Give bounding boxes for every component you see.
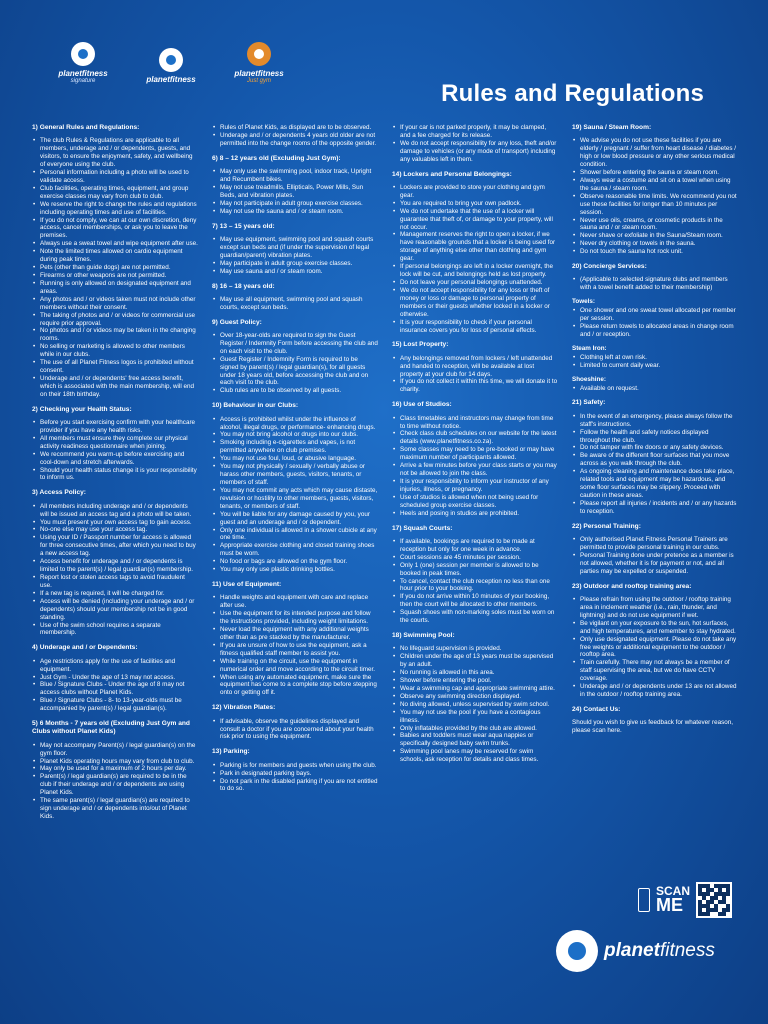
rule-item: • In the event of an emergency, please always follow the staff's instructions. — [580, 413, 738, 429]
rule-item: • Access will be denied (including your underage and / or dependents) should your membership not be in good standing. — [40, 598, 198, 622]
rule-item: • Report lost or stolen access tags to avoid fraudulent use. — [40, 574, 198, 590]
rule-item: • Firearms or other weapons are not permitted. — [40, 272, 198, 280]
rule-item: • Handle weights and equipment with care and replace after use. — [220, 594, 378, 610]
rule-item: • No food or bags are allowed on the gym floor. — [220, 558, 378, 566]
section-title: 7) 13 – 15 years old: — [212, 222, 275, 230]
rule-list — [572, 276, 738, 292]
rule-list — [392, 538, 558, 625]
subsection-title: Steam Iron: — [572, 344, 607, 352]
section-title: 14) Lockers and Personal Belongings: — [392, 170, 512, 178]
rule-item: • Access is prohibited whilst under the influence of alcohol, illegal drugs, or performance- enhancing drugs. — [220, 416, 378, 432]
rule-item: • Squash shoes with non-marking soles must be worn on the courts. — [400, 609, 558, 625]
rule-item: • Only inflatables provided by the club are allowed. — [400, 725, 558, 733]
rule-item: • Check class club schedules on our website for the latest details (www.planetfitness.co.za). — [400, 430, 558, 446]
rule-item: • May not use treadmills, Ellipticals, Power Mills, Sun Beds, and vibration plates. — [220, 184, 378, 200]
rule-item: • We do not undertake that the use of a locker will guarantee that theft of, or damage to your property, will not occur. — [400, 208, 558, 232]
planet-logo-icon — [71, 42, 95, 66]
logo-word: planetfitness — [146, 75, 196, 84]
section-title: 12) Vibration Plates: — [212, 704, 276, 712]
rule-item: • All members must ensure they complete our physical activity readiness questionnaire when joining. — [40, 435, 198, 451]
rule-item: • You are required to bring your own padlock. — [400, 200, 558, 208]
rule-item: • Never load the equipment with any additional weights other than as pre stacked by the manufacturer. — [220, 626, 378, 642]
rule-item: • Planet Kids operating hours may vary from club to club. — [40, 758, 198, 766]
phone-icon — [638, 888, 650, 912]
rule-item: • Available on request. — [580, 385, 738, 393]
logo-word: planetfitness — [58, 69, 108, 78]
logo-justgym — [228, 42, 290, 84]
rule-item: • Shower before entering the sauna or steam room. — [580, 169, 738, 177]
rule-item: • Never shave or exfoliate in the Sauna/Steam room. — [580, 232, 738, 240]
section-title: 21) Safety: — [572, 399, 606, 407]
rule-item: • We advise you do not use these facilities if you are elderly / pregnant / suffer from heart disease / diabetes / high or low blood pressure or any other serious medical condition. — [580, 137, 738, 169]
scan-line1: SCAN — [656, 883, 691, 898]
rule-item: • No-one else may use your access tag. — [40, 526, 198, 534]
rule-item: • Park in designated parking bays. — [220, 770, 378, 778]
rules-column — [572, 124, 738, 825]
rule-list — [392, 415, 558, 518]
rule-item: • May use all equipment, swimming pool and squash courts, except sun beds. — [220, 296, 378, 312]
rule-item: • You may not bring alcohol or drugs into our clubs. — [220, 431, 378, 439]
qr-code-icon[interactable] — [696, 882, 732, 918]
rule-list — [572, 307, 738, 339]
rule-item: • To cancel, contact the club reception no less than one hour prior to your booking. — [400, 578, 558, 594]
rule-item: • No lifeguard supervision is provided. — [400, 645, 558, 653]
rule-item: • No photos and / or videos may be taken in the changing rooms. — [40, 327, 198, 343]
rule-item: • Do not leave your personal belongings unattended. — [400, 279, 558, 287]
rule-item: • Clothing left at own risk. — [580, 354, 738, 362]
rule-item: • You may only use plastic drinking bottles. — [220, 566, 378, 574]
rule-item: • Using your ID / Passport number for access is allowed for three consecutive times, after which you need to buy a new access tag. — [40, 534, 198, 558]
rule-item: • May not use the sauna and / or steam room. — [220, 208, 378, 216]
rule-item: • Be aware of the different floor surfaces that you move across as you walk through the club. — [580, 452, 738, 468]
rule-item: • Do not tamper with fire doors or any safety devices. — [580, 444, 738, 452]
rule-item: • Personal information including a photo will be used to validate access. — [40, 169, 198, 185]
rule-item: • Only 1 (one) session per member is allowed to be booked in peak times. — [400, 562, 558, 578]
rule-item: • Rules of Planet Kids, as displayed are to be observed. — [220, 124, 378, 132]
rules-columns — [32, 124, 738, 825]
rule-list — [212, 168, 378, 216]
rule-item: • The same parent(s) / legal guardian(s) are required to sign underage and / or dependents into/out of Planet Kids. — [40, 797, 198, 821]
rule-item: • Use the equipment for its intended purpose and follow the instructions provided, including weight limitations. — [220, 610, 378, 626]
rule-item: • You may not physically / sexually / verbally abuse or harass other members, guests, visitors, tenants, or members of staff. — [220, 463, 378, 487]
rule-list — [32, 742, 198, 821]
rule-item: • May use sauna and / or steam room. — [220, 268, 378, 276]
rule-item: • Never use oils, creams, or cosmetic products in the sauna and / or steam room. — [580, 217, 738, 233]
section-title: 18) Swimming Pool: — [392, 632, 455, 640]
rule-list — [572, 413, 738, 516]
rule-list — [572, 596, 738, 699]
rule-list — [212, 718, 378, 742]
rule-item: • Swimming pool lanes may be reserved for swim schools, ask reception for details and class times. — [400, 748, 558, 764]
scan-line2: ME — [656, 895, 683, 916]
rule-item: • Any photos and / or videos taken must not include other members without their consent. — [40, 296, 198, 312]
section-title: 10) Behaviour in our Clubs: — [212, 402, 299, 410]
section-title: 2) Checking your Health Status: — [32, 405, 132, 413]
rule-item: • Follow the health and safety notices displayed throughout the club. — [580, 429, 738, 445]
logo-row — [52, 42, 290, 84]
rule-list — [392, 355, 558, 395]
rule-item: • Babies and toddlers must wear aqua nappies or specifically designed baby swim trunks. — [400, 732, 558, 748]
rule-item: • Underage and / or dependents under 13 are not allowed in the outdoor / rooftop training area. — [580, 683, 738, 699]
rule-item: • It is your responsibility to inform your instructor of any injuries, illness, or pregnancy. — [400, 478, 558, 494]
section-title: 17) Squash Courts: — [392, 524, 453, 532]
rule-item: • Court sessions are 45 minutes per session. — [400, 554, 558, 562]
rule-item: • Please report all injuries / incidents and / or any hazards to reception. — [580, 500, 738, 516]
rule-list — [212, 594, 378, 697]
rule-item: • Running is only allowed on designated equipment and areas. — [40, 280, 198, 296]
rule-item: • Always wear a costume and sit on a towel when using the sauna / steam room. — [580, 177, 738, 193]
rule-item: • You may not use foul, loud, or abusive language. — [220, 455, 378, 463]
brand-logo — [556, 930, 715, 972]
section-title: 20) Concierge Services: — [572, 263, 647, 271]
rules-column — [212, 124, 378, 825]
rule-list — [212, 236, 378, 276]
rule-list — [212, 296, 378, 312]
section-title: 6) 8 – 12 years old (Excluding Just Gym): — [212, 154, 341, 162]
rule-item: • You may not commit any acts which may cause distaste, revulsion or hostility to other members, guests, visitors, tenants, or members of staff. — [220, 487, 378, 511]
rule-item: • As ongoing cleaning and maintenance does take place, related tools and equipment may be hazardous, and some floor surfaces may be slippery. Proceed with caution in these areas. — [580, 468, 738, 500]
planet-logo-icon — [556, 930, 598, 972]
rule-item: • Always use a sweat towel and wipe equipment after use. — [40, 240, 198, 248]
rule-item: • Children under the age of 13 years must be supervised by an adult. — [400, 653, 558, 669]
rules-column — [32, 124, 198, 825]
rule-list — [392, 645, 558, 764]
rule-item: • Smoking including e-cigarettes and vapes, is not permitted anywhere on club premises. — [220, 439, 378, 455]
rule-item: • Any belongings removed from lockers / left unattended and handed to reception, will be available at lost property at your club for 14 days. — [400, 355, 558, 379]
rule-item: • Do not park in the disabled parking if you are not entitled to do so. — [220, 778, 378, 794]
rule-item: • No running is allowed in this area. — [400, 669, 558, 677]
section-title: 5) 6 Months - 7 years old (Excluding Just Gym and Clubs without Planet Kids) — [32, 720, 190, 736]
rule-item: • Pets (other than guide dogs) are not permitted. — [40, 264, 198, 272]
rule-item: • Only authorised Planet Fitness Personal Trainers are permitted to provide personal training in our clubs. — [580, 536, 738, 552]
rule-item: • Heels and posing in studios are prohibited. — [400, 510, 558, 518]
logo-sub: signature — [70, 78, 96, 84]
rule-item: • Use of studios is allowed when not being used for scheduled group exercise classes. — [400, 494, 558, 510]
rule-item: • Observe reasonable time limits. We recommend you not use these facilities for longer than 10 minutes per session. — [580, 193, 738, 217]
rule-item: • Note the limited times allowed on cardio equipment during peak times. — [40, 248, 198, 264]
rule-item: • The use of all Planet Fitness logos is prohibited without consent. — [40, 359, 198, 375]
rule-item: • One shower and one sweat towel allocated per member per session. — [580, 307, 738, 323]
section-title: 19) Sauna / Steam Room: — [572, 124, 652, 131]
logo-signature — [52, 42, 114, 84]
rule-item: • Before you start exercising confirm with your healthcare provider if you have any health risks. — [40, 419, 198, 435]
rule-item: • Club facilities, operating times, equipment, and group exercise classes may vary from club to club. — [40, 185, 198, 201]
rule-item: • May only use the swimming pool, indoor track, Upright and Recumbent bikes. — [220, 168, 378, 184]
rule-item: • Underage and / or dependents' free access benefit, which is associated with the main membership, will end on their 18th birthday. — [40, 375, 198, 399]
rule-item: • If you do not comply, we can at our own discretion, deny access, cancel memberships, or ask you to leave the premises. — [40, 217, 198, 241]
rule-item: • If you are unsure of how to use the equipment, ask a fitness qualified staff member to assist you. — [220, 642, 378, 658]
rule-list — [572, 385, 738, 393]
rule-list — [212, 124, 378, 148]
rule-item: • Please return towels to allocated areas in change room and / or reception. — [580, 323, 738, 339]
section-title: 4) Underage and / or Dependents: — [32, 644, 138, 652]
logo-sub: Just gym — [246, 78, 271, 84]
logo-blue — [140, 48, 202, 84]
rule-item: • No diving allowed, unless supervised by swim school. — [400, 701, 558, 709]
rule-list — [572, 137, 738, 256]
rule-item: • No selling or marketing is allowed to other members while in our clubs. — [40, 343, 198, 359]
rule-item: • Appropriate exercise clothing and closed training shoes must be worn. — [220, 542, 378, 558]
rule-item: • We recommend you warm-up before exercising and cool-down and stretch afterwards. — [40, 451, 198, 467]
rule-item: • Do not touch the sauna hot rock unit. — [580, 248, 738, 256]
rule-list — [392, 124, 558, 164]
rule-item: • Never dry clothing or towels in the sauna. — [580, 240, 738, 248]
rule-item: • Wear a swimming cap and appropriate swimming attire. — [400, 685, 558, 693]
rule-item: • May not participate in adult group exercise classes. — [220, 200, 378, 208]
rule-list — [212, 762, 378, 794]
rule-item: • Lockers are provided to store your clothing and gym gear. — [400, 184, 558, 200]
rule-item: • We reserve the right to change the rules and regulations including operating times and use of facilities. — [40, 201, 198, 217]
rule-item: • When using any automated equipment, make sure the equipment has come to a complete stop before stepping onto or getting off it. — [220, 674, 378, 698]
rule-item: • If your car is not parked properly, it may be clamped, and a fee charged for its release. — [400, 124, 558, 140]
page-title: Rules and Regulations — [441, 80, 704, 107]
section-title: 23) Outdoor and rooftop training area: — [572, 582, 692, 590]
rule-item: • Parent(s) / legal guardian(s) are required to be in the club if their underage and / or dependents are using Planet Kids. — [40, 773, 198, 797]
rule-item: • Access benefit for underage and / or dependents is limited to the parent(s) / legal guardian(s) membership. — [40, 558, 198, 574]
section-title: 13) Parking: — [212, 748, 250, 756]
rule-item: • We do not accept responsibility for any loss, theft and/or damage to vehicles (or any mode of transport) including any valuables left in them. — [400, 140, 558, 164]
rule-item: • Shower before entering the pool. — [400, 677, 558, 685]
rule-item: • Use of the swim school requires a separate membership. — [40, 622, 198, 638]
section-title: 15) Lost Property: — [392, 341, 449, 349]
section-title: 22) Personal Training: — [572, 522, 641, 530]
section-title: 1) General Rules and Regulations: — [32, 124, 140, 131]
rule-item: • Should your health status change it is your responsibility to inform us. — [40, 467, 198, 483]
contact-text: Should you wish to give us feedback for whatever reason, please scan here. — [572, 719, 734, 735]
rule-item: • The club Rules & Regulations are applicable to all members, underage and / or dependents, guests, and visitors, to ensure the enjoyment, safety, and wellbeing of everyone using the club. — [40, 137, 198, 169]
rule-item: • We do not accept responsibility for any loss or theft of money or loss or damage to personal property of members or their guests whether locked in a locker or otherwise. — [400, 287, 558, 319]
rule-list — [32, 503, 198, 638]
rule-item: • May use equipment, swimming pool and squash courts except sun beds and (if under the supervision of legal guardian/parent) vibration plates. — [220, 236, 378, 260]
rule-item: • Guest Register / Indemnity Form is required to be signed by parent(s) / legal guardian(s), for all guests under 18 years old, before accessing the club and on each visit to the club. — [220, 356, 378, 388]
rule-list — [392, 184, 558, 335]
rules-column — [392, 124, 558, 825]
rule-item: • You may not use the pool if you have a contagious illness. — [400, 709, 558, 725]
section-title: 11) Use of Equipment: — [212, 581, 282, 589]
rule-list — [212, 332, 378, 395]
rule-item: • You must present your own access tag to gain access. — [40, 519, 198, 527]
rule-list — [572, 354, 738, 370]
rule-item: • Observe any swimming direction displayed. — [400, 693, 558, 701]
brand-word-light: fitness — [659, 940, 715, 961]
rule-list — [572, 536, 738, 576]
brand-word-bold: planet — [604, 940, 660, 961]
rule-item: • May not accompany Parent(s) / legal guardian(s) on the gym floor. — [40, 742, 198, 758]
rule-item: • All members including underage and / or dependents will be issued an access tag and a photo will be taken. — [40, 503, 198, 519]
rule-item: • Club rules are to be observed by all guests. — [220, 387, 378, 395]
subsection-title: Towels: — [572, 298, 595, 306]
rule-item: • While training on the circuit, use the equipment in numerical order and move according to the circuit timer. — [220, 658, 378, 674]
rule-item: • You will be liable for any damage caused by you, your guest and an underage and / or dependent. — [220, 511, 378, 527]
brand-wordmark — [604, 940, 715, 962]
rule-item: • Limited to current daily wear. — [580, 362, 738, 370]
rule-list — [212, 416, 378, 574]
rule-item: • Class timetables and instructors may change from time to time without notice. — [400, 415, 558, 431]
rule-item: • If a new tag is required, it will be charged for. — [40, 590, 198, 598]
rule-item: • Age restrictions apply for the use of facilities and equipment. — [40, 658, 198, 674]
rule-item: • (Applicable to selected signature clubs and members with a towel benefit added to their membership) — [580, 276, 738, 292]
rule-item: • May participate in adult group exercise classes. — [220, 260, 378, 268]
rule-item: • If available, bookings are required to be made at reception but only for one week in advance. — [400, 538, 558, 554]
section-title: 8) 16 – 18 years old: — [212, 282, 275, 290]
rule-item: • If personal belongings are left in a locker overnight, the lock will be cut, and belongings held as lost property. — [400, 263, 558, 279]
rule-item: • If you do not arrive within 10 minutes of your booking, then the court will be allocated to other members. — [400, 593, 558, 609]
rule-item: • Just Gym - Under the age of 13 may not access. — [40, 674, 198, 682]
rule-item: • Blue / Signature Clubs - 8- to 13-year-olds must be accompanied by parent(s) / legal guardian(s). — [40, 697, 198, 713]
scan-me — [638, 882, 732, 918]
rule-list — [32, 419, 198, 482]
rule-item: • Be vigilant on your exposure to the sun, hot surfaces, and high temperatures, and remember to stay hydrated. — [580, 620, 738, 636]
subsection-title: Shoeshine: — [572, 375, 606, 383]
section-title: 16) Use of Studios: — [392, 401, 452, 409]
rule-item: • Train carefully. There may not always be a member of staff supervising the area, but we do have CCTV coverage. — [580, 659, 738, 683]
rule-list — [32, 137, 198, 398]
rule-item: • Only one individual is allowed in a shower cubicle at any one time. — [220, 527, 378, 543]
rule-item: • Underage and / or dependents 4 years old older are not permitted into the change rooms of the opposite gender. — [220, 132, 378, 148]
logo-word: planetfitness — [234, 69, 284, 78]
rule-item: • May only be used for a maximum of 2 hours per day. — [40, 765, 198, 773]
scan-text — [656, 883, 691, 916]
section-title: 9) Guest Policy: — [212, 318, 262, 326]
planet-logo-icon — [159, 48, 183, 72]
rule-item: • If advisable, observe the guidelines displayed and consult a doctor if you are concerned about your health risk prior to using the equipment. — [220, 718, 378, 742]
rule-item: • Some classes may need to be pre-booked or may have maximum number of participants allowed. — [400, 446, 558, 462]
section-title: 3) Access Policy: — [32, 489, 86, 497]
rule-item: • Arrive a few minutes before your class starts or you may not be allowed to join the class. — [400, 462, 558, 478]
rule-item: • Management reserves the right to open a locker, if we have reasonable grounds that a locker is being used for storage of anything else other than clothing and gym gear. — [400, 231, 558, 263]
section-title: 24) Contact Us: — [572, 705, 621, 713]
rule-item: • Personal Training done under pretence as a member is not allowed, whether it is for payment or not, and all parties may be expelled or suspended. — [580, 552, 738, 576]
rule-item: • Parking is for members and guests when using the club. — [220, 762, 378, 770]
planet-logo-icon — [247, 42, 271, 66]
rule-item: • Please refrain from using the outdoor / rooftop training area in inclement weather (i.e., rain, thunder, and lightning) and do not use equipment if wet. — [580, 596, 738, 620]
rule-list — [32, 658, 198, 713]
rule-item: • If you do not collect it within this time, we will donate it to charity. — [400, 378, 558, 394]
rule-item: • It is your responsibility to check if your personal insurance covers you for loss of personal effects. — [400, 319, 558, 335]
rule-item: • Over 18-year-olds are required to sign the Guest Register / Indemnity Form before accessing the club and on each visit to the club. — [220, 332, 378, 356]
rule-item: • Only use designated equipment. Please do not take any free weights or additional equipment to the outdoor / rooftop area. — [580, 636, 738, 660]
rule-item: • The taking of photos and / or videos for commercial use require prior approval. — [40, 312, 198, 328]
rule-item: • Blue / Signature Clubs - Under the age of 8 may not access clubs without Planet Kids. — [40, 681, 198, 697]
